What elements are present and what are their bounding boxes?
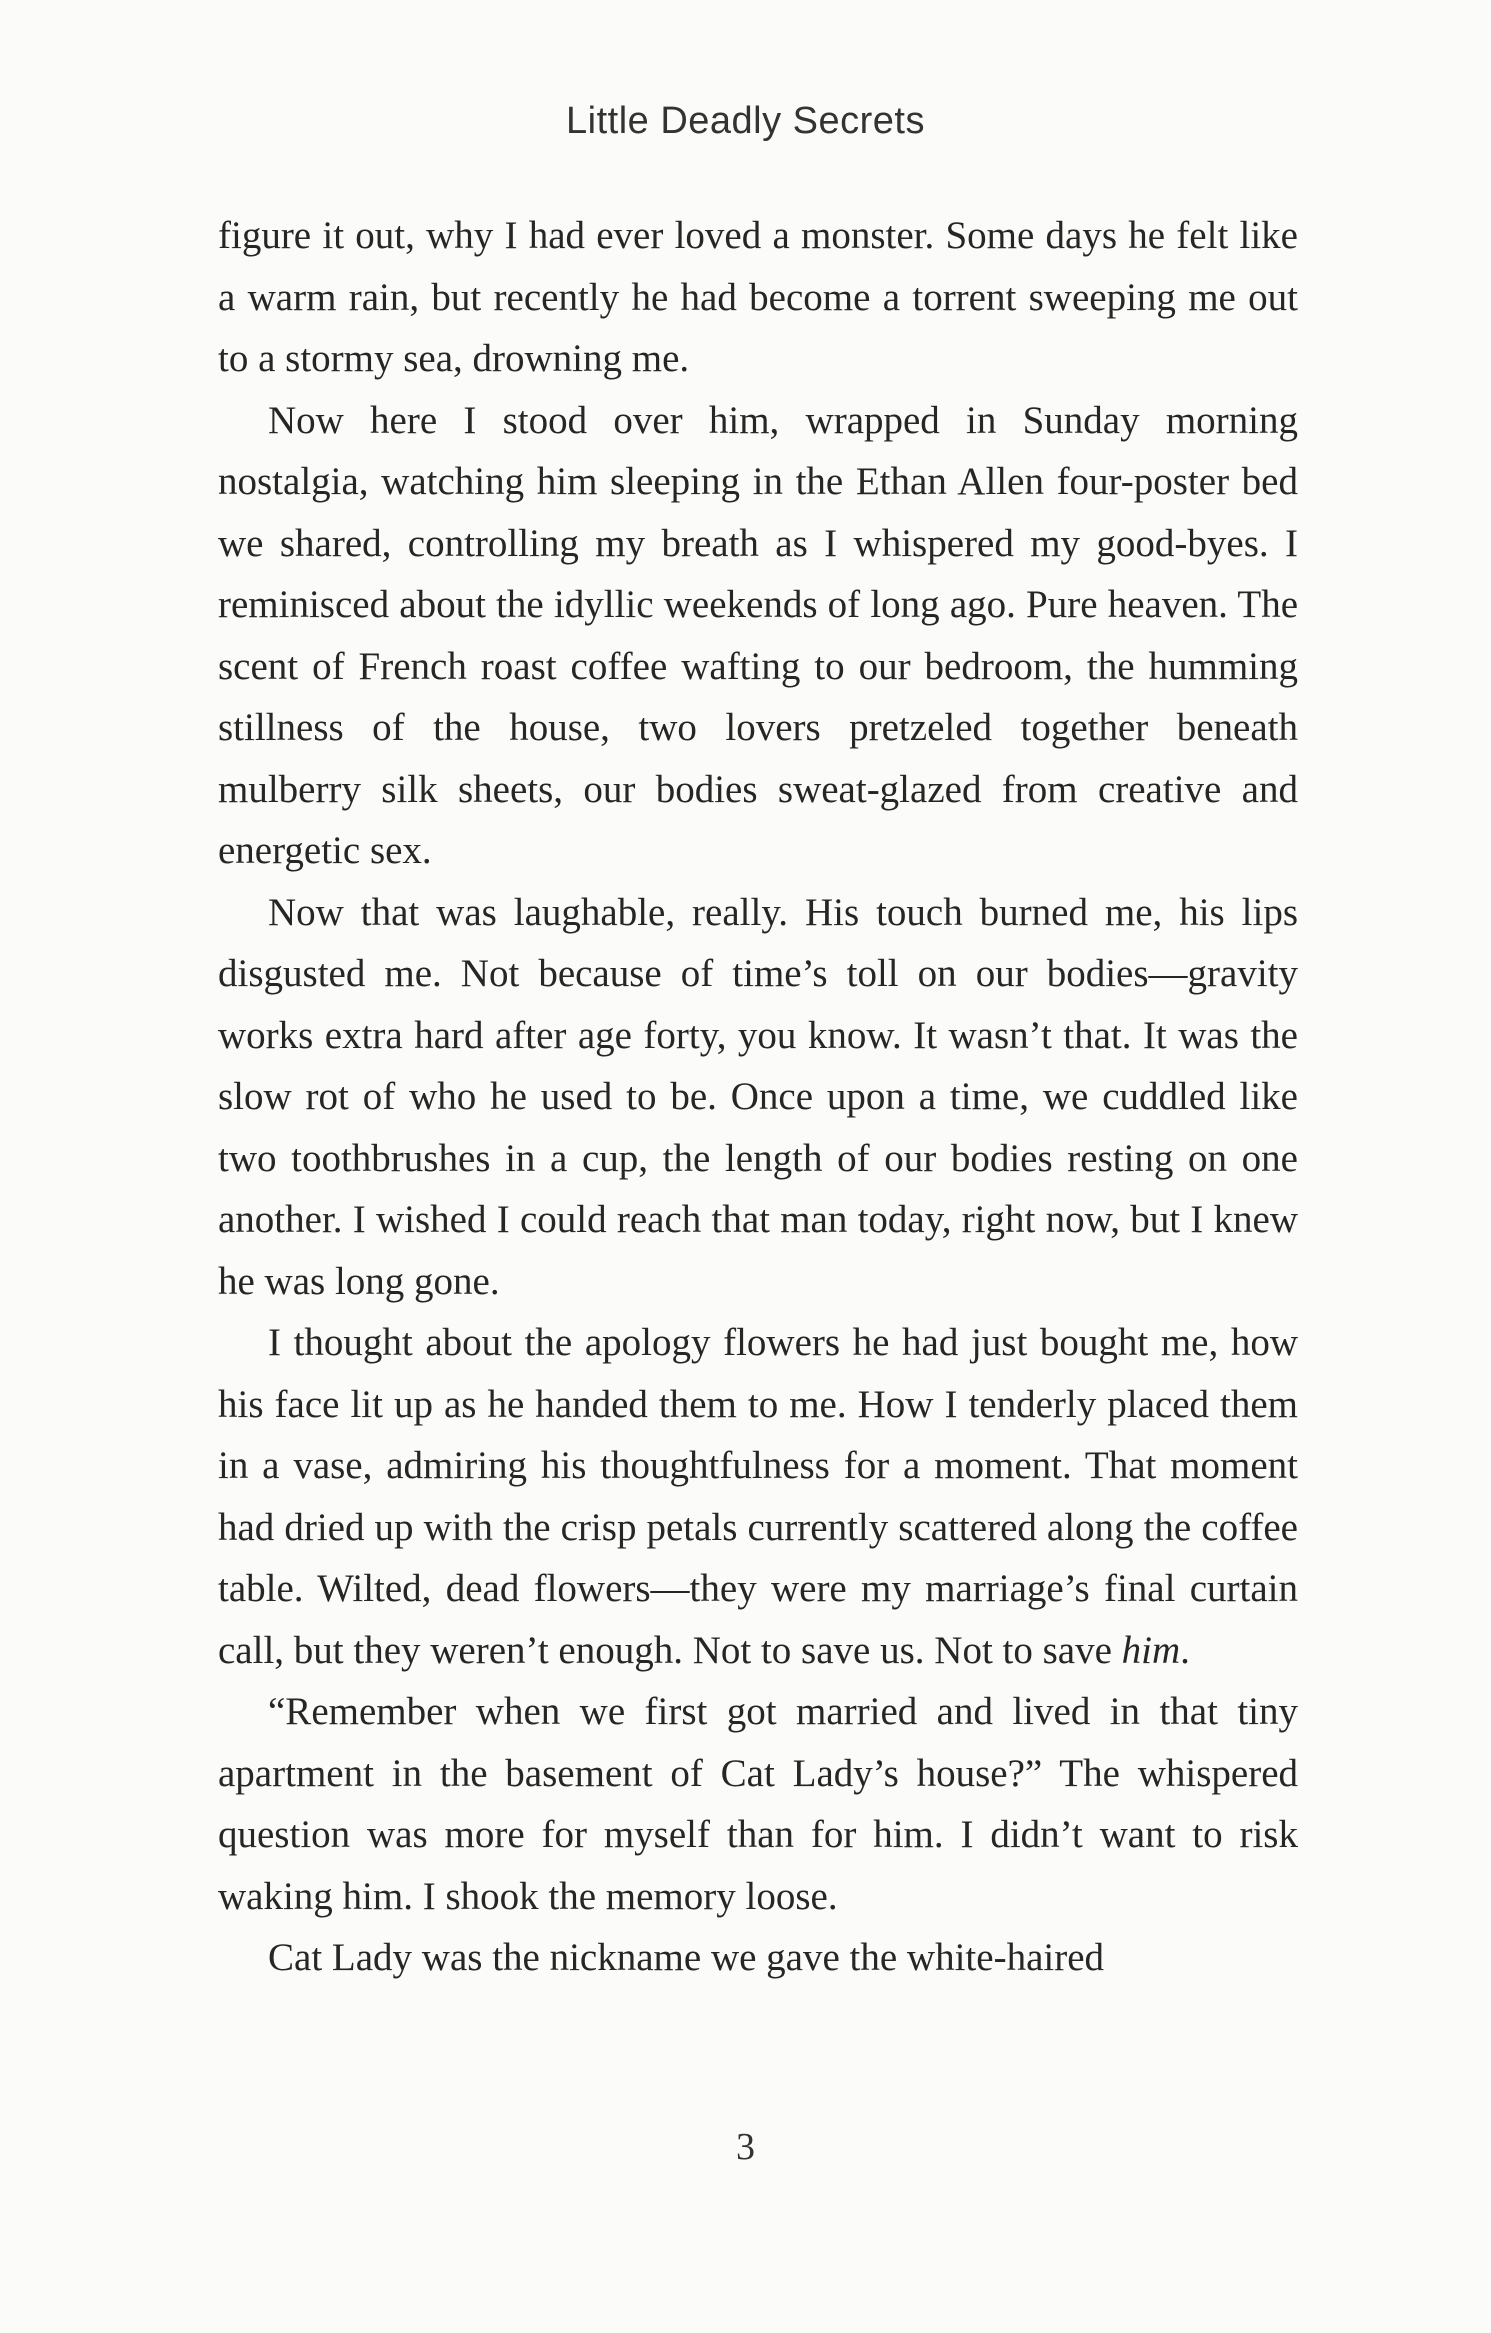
paragraph-4-text: I thought about the apology flowers he had just bought me, how his face lit up as he handed them to me. How I tenderly placed them in a vase, admiring his thoughtfulness for a moment. That moment had dried up with the crisp petals currently scattered along the coffee table. Wilted, dead flowers—they were my marriage’s final curtain call, but they weren’t enough. Not to save us. Not to save [218, 1321, 1298, 1672]
paragraph-4 [218, 1312, 1298, 1681]
paragraph-4-end: . [1180, 1628, 1190, 1672]
paragraph-6: Cat Lady was the nickname we gave the white-haired [268, 1936, 1105, 1979]
paragraph-5: “Remember when we first got married and lived in that tiny apartment in the basement of Cat Lady’s house?” The whispered question was more for myself than for him. I didn’t want to risk waking him. I shook the memory loose. [218, 1690, 1298, 1918]
paragraph-3: Now that was laughable, really. His touch burned me, his lips disgusted me. Not because of time’s toll on our bodies—gravity works extra hard after age forty, you know. It wasn’t that. It was the slow rot of who he used to be. Once upon a time, we cuddled like two toothbrushes in a cup, the length of our bodies resting on one another. I wished I could reach that man today, right now, but I knew he was long gone. [218, 890, 1298, 1303]
page-number: 3 [736, 2126, 755, 2168]
paragraph-1: figure it out, why I had ever loved a monster. Some days he felt like a warm rain, but recently he had become a torrent sweeping me out to a stormy sea, drowning me. [218, 214, 1298, 380]
paragraph-4-emphasis: him [1121, 1628, 1181, 1672]
running-title: Little Deadly Secrets [566, 100, 925, 142]
body-text [218, 205, 1298, 1989]
paragraph-2: Now here I stood over him, wrapped in Sunday morning nostalgia, watching him sleeping in the Ethan Allen four-poster bed we shared, controlling my breath as I whispered my good-byes. I reminisced about the idyllic weekends of long ago. Pure heaven. The scent of French roast coffee wafting to our bedroom, the humming stillness of the house, two lovers pretzeled together beneath mulberry silk sheets, our bodies sweat-glazed from creative and energetic sex. [218, 398, 1298, 872]
